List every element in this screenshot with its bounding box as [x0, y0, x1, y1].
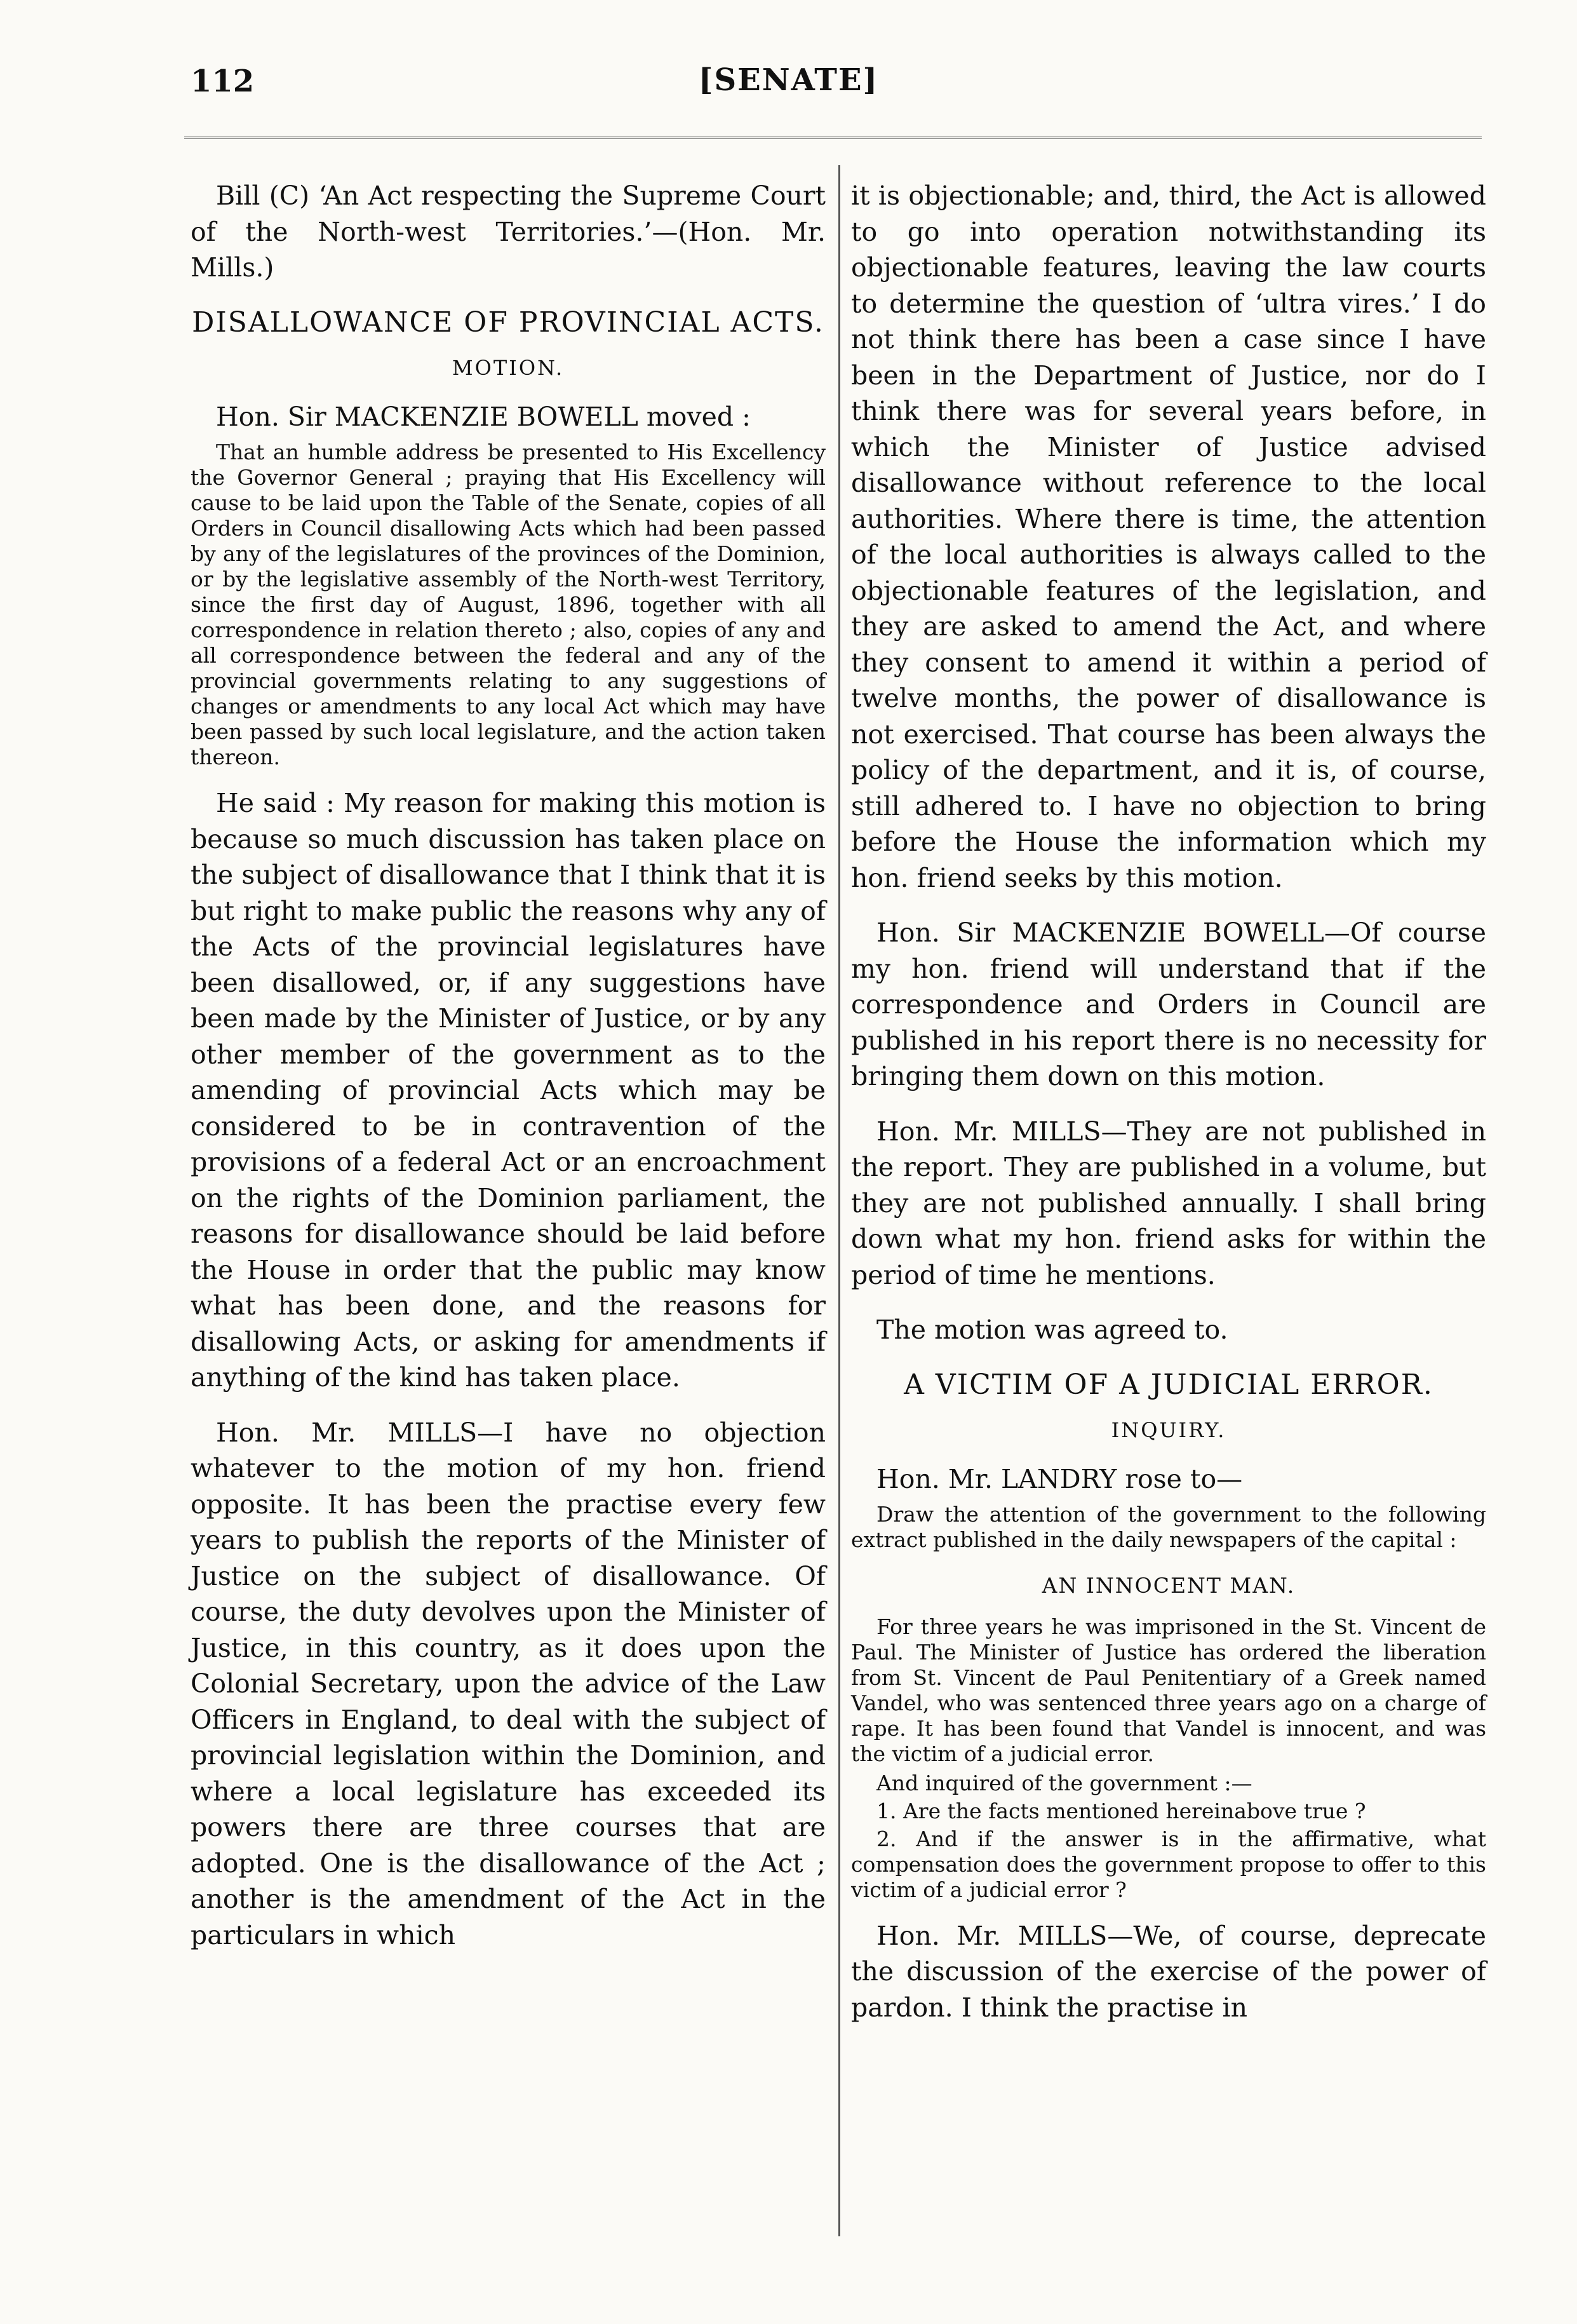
motion-text: That an humble address be presented to His Excellency the Governor General ; praying that His Excellency will cause to be laid upon the Table of the Senate, copies of all Orders in Council disallowing Acts which had been passed by any of the legislatures of the provinces of the Dominion, or by the legislative assembly of the North-west Territory, since the first day of August, 1896, together with all correspondence in relation thereto ; also, copies of any and all correspondence between the federal and any of the provincial governments relating to any suggestions of changes or amendments to any local Act which may have been passed by such local legislature, and the action taken thereon.	[191, 440, 826, 769]
landry-rose: Hon. Mr. LANDRY rose to—	[876, 1463, 1243, 1494]
inquired-line: And inquired of the government :—	[876, 1770, 1252, 1795]
column-divider	[838, 165, 840, 2236]
mills-speech-1: Hon. Mr. MILLS—I have no objection whatever to the motion of my hon. friend opposite. It has been the practise every few years to publish the reports of the Minister of Justice on the subject of disallowance. Of course, the duty devolves upon the Minister of Justice, in this country, as it does upon the Colonial Secretary, upon the advice of the Law Officers in England, to deal with the subject of provincial legislation within the Dominion, and where a local legislature has exceeded its powers there are three courses that are adopted. One is the disallowance of the Act ; another is the amendment of the Act in the particulars in which	[191, 1417, 826, 1950]
motion-agreed: The motion was agreed to.	[876, 1314, 1228, 1345]
question-2: 2. And if the answer is in the affirmative, what compensation does the government propose to offer to this victim of a judicial error ?	[851, 1826, 1486, 1902]
subheading-motion: MOTION.	[452, 356, 565, 380]
speaker-bowell-moved: Hon. Sir MACKENZIE BOWELL moved :	[216, 401, 751, 432]
inquiry-block	[851, 1771, 1486, 1903]
bowell-reply: Hon. Sir MACKENZIE BOWELL—Of course my hon. friend will understand that if the correspondence and Orders in Council are published in his report there is no necessity for bringing them down on this motion.	[851, 917, 1486, 1091]
left-column	[191, 178, 826, 1972]
page-number: 112	[191, 64, 255, 99]
quote-title: AN INNOCENT MAN.	[1042, 1573, 1296, 1598]
bowell-speech: He said : My reason for making this motion is because so much discussion has taken place on the subject of disallowance that I think that it is but right to make public the reasons why any of the Acts of the provincial legislatures have been disallowed, or, if any suggestions have been made by the Minister of Justice, or by any other member of the government as to the amending of provincial Acts which may be considered to be in contravention of the provisions of a federal Act or an encroachment on the rights of the Dominion parliament, the reasons for disallowance should be laid before the House in order that the public may know what has been done, and the reasons for disallowing Acts, or asking for amendments if anything of the kind has taken place.	[191, 788, 826, 1393]
section-heading-victim: A VICTIM OF A JUDICIAL ERROR.	[904, 1368, 1433, 1401]
section-heading-disallowance: DISALLOWANCE OF PROVINCIAL ACTS.	[192, 306, 824, 339]
mills-speech-3: Hon. Mr. MILLS—We, of course, deprecate the discussion of the exercise of the power of pardon. I think the practise in	[851, 1920, 1486, 2023]
header-rule	[184, 137, 1482, 139]
mills-speech-continued: it is objectionable; and, third, the Act is allowed to go into operation notwithstanding its objectionable features, leaving the law courts to determine the question of ‘ultra vires.’ I do not think there has been a case since I have been in the Department of Justice, nor do I think there was for several years before, in which the Minister of Justice advised disallowance without reference to the local authorities. Where there is time, the attention of the local authorities is always called to the objectionable features of the legislation, and they are asked to amend the Act, and where they consent to amend it within a period of twelve months, the power of disallowance is not exercised. That course has been always the policy of the department, and it is, of course, still adhered to. I have no objection to bring before the House the information which my hon. friend seeks by this motion.	[851, 180, 1486, 893]
mills-speech-2: Hon. Mr. MILLS—They are not published in the report. They are published in a volume, but they are not published annually. I shall bring down what my hon. friend asks for within the period of time he mentions.	[851, 1116, 1486, 1290]
subheading-inquiry: INQUIRY.	[1111, 1418, 1226, 1442]
bill-paragraph: Bill (C) ‘An Act respecting the Supreme Court of the North-west Territories.’—(Hon. Mr. Mills.)	[191, 180, 826, 283]
question-1: 1. Are the facts mentioned hereinabove true ?	[876, 1798, 1366, 1823]
quoted-extract: For three years he was imprisoned in the St. Vincent de Paul. The Minister of Justice has ordered the liberation from St. Vincent de Paul Penitentiary of a Greek named Vandel, who was sentenced three years ago on a charge of rape. It has been found that Vandel is innocent, and was the victim of a judicial error.	[851, 1614, 1486, 1766]
draw-attention-text: Draw the attention of the government to the following extract published in the daily newspapers of the capital :	[851, 1502, 1486, 1552]
right-column	[851, 178, 1486, 2044]
running-head: [SENATE]	[698, 62, 879, 98]
